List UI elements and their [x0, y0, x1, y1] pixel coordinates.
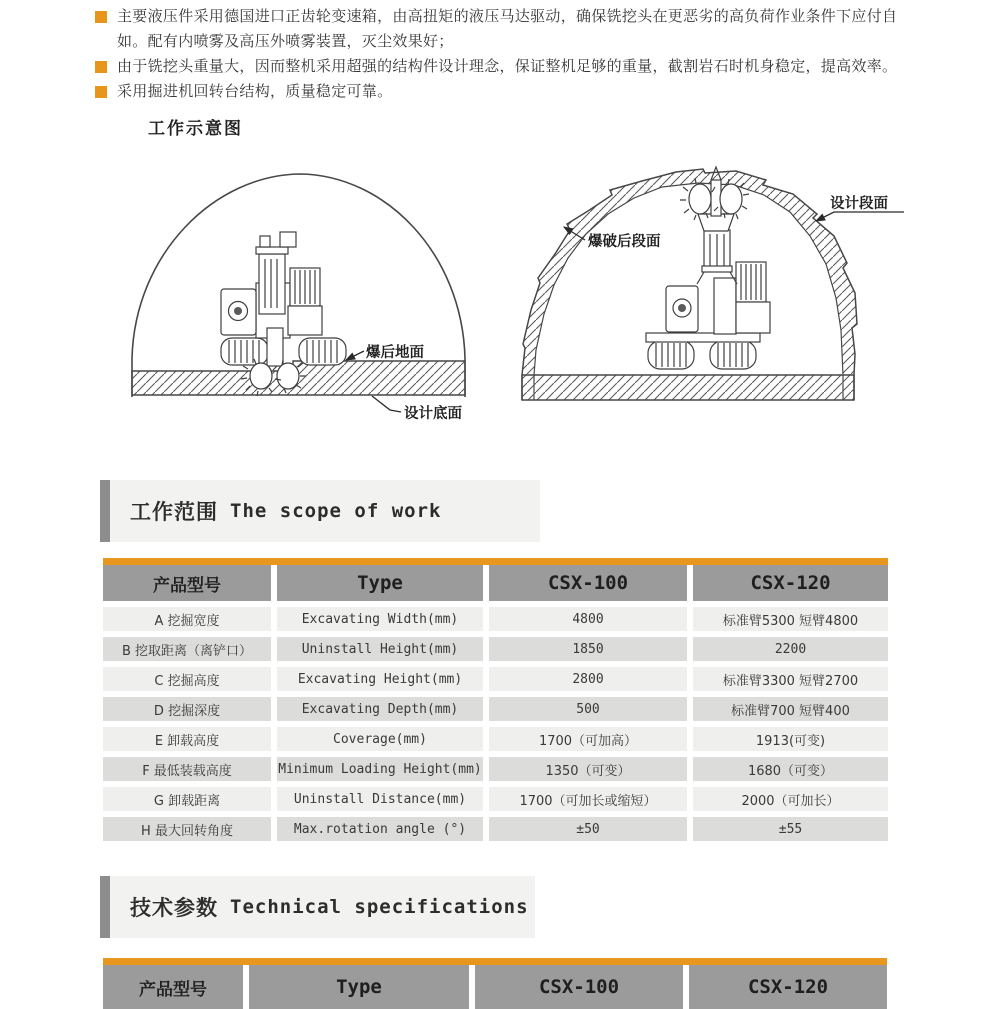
feature-bullet	[95, 54, 907, 79]
tech-table	[103, 958, 887, 1009]
bullet-text: 主要液压件采用德国进口正齿轮变速箱，由高扭矩的液压马达驱动，确保铣挖头在更恶劣的高负荷作业条件下应付自如。配有内喷雾及高压外喷雾装置，灭尘效果好；	[117, 7, 898, 50]
label-design-bottom: 设计底面	[404, 406, 462, 422]
cell: Excavating Depth(mm)	[277, 697, 483, 721]
diagram-section-title: 工作示意图	[148, 119, 243, 139]
feature-bullets	[95, 4, 907, 104]
cell: ±55	[693, 817, 888, 841]
scope-section-header	[100, 480, 540, 542]
header-cell: CSX-100	[489, 565, 687, 601]
section-title-zh: 工作范围	[130, 500, 218, 524]
cell: 1350（可变）	[489, 757, 687, 781]
cell: Uninstall Distance(mm)	[277, 787, 483, 811]
cell: 2800	[489, 667, 687, 691]
leader-line	[816, 212, 904, 221]
section-title-en: The scope of work	[230, 500, 442, 522]
cell: Excavating Height(mm)	[277, 667, 483, 691]
milling-excavator	[646, 167, 770, 369]
bullet-text: 采用掘进机回转台结构，质量稳定可靠。	[117, 82, 393, 100]
section-title-zh: 技术参数	[130, 896, 218, 920]
cell: 标准臂5300 短臂4800	[693, 607, 888, 631]
tech-table-grid	[103, 965, 887, 1009]
header-cell: Type	[249, 965, 469, 1009]
scope-table	[103, 558, 888, 841]
bullet-square-icon	[95, 61, 107, 73]
leader-line	[346, 351, 364, 360]
bullet-text: 由于铣挖头重量大，因而整机采用超强的结构件设计理念，保证整机足够的重量，截割岩石时机身稳定，提高效率。	[117, 57, 898, 75]
feature-bullet	[95, 79, 907, 104]
cell: A 挖掘宽度	[103, 607, 271, 631]
feature-bullet	[95, 4, 907, 54]
cell: 1850	[489, 637, 687, 661]
tunnel-diagram-right	[500, 158, 910, 430]
table-accent-bar	[103, 958, 887, 965]
cell: D 挖掘深度	[103, 697, 271, 721]
label-section-after-blast: 爆破后段面	[588, 234, 661, 250]
cell: H 最大回转角度	[103, 817, 271, 841]
cell: F 最低装载高度	[103, 757, 271, 781]
cell: 4800	[489, 607, 687, 631]
scope-table-grid	[103, 565, 888, 841]
header-cell: 产品型号	[103, 965, 243, 1009]
label-ground-after-blast: 爆后地面	[366, 345, 424, 361]
cell: G 卸载距离	[103, 787, 271, 811]
section-bar	[100, 876, 110, 938]
tech-section-header	[100, 876, 535, 938]
cell: 500	[489, 697, 687, 721]
ground-hatch	[522, 375, 854, 400]
header-cell: 产品型号	[103, 565, 271, 601]
header-cell: Type	[277, 565, 483, 601]
header-cell: CSX-100	[475, 965, 683, 1009]
leader-line	[372, 396, 401, 412]
cell: 标准臂700 短臂400	[693, 697, 888, 721]
tunnel-diagram-left	[110, 158, 500, 430]
cell: C 挖掘高度	[103, 667, 271, 691]
cell: 2200	[693, 637, 888, 661]
cell: ±50	[489, 817, 687, 841]
label-design-section: 设计段面	[830, 196, 888, 212]
section-title-en: Technical specifications	[230, 896, 529, 918]
cell: 2000（可加长）	[693, 787, 888, 811]
section-bar	[100, 480, 110, 542]
cell: B 挖取距离（离铲口）	[103, 637, 271, 661]
cell: 标准臂3300 短臂2700	[693, 667, 888, 691]
bullet-square-icon	[95, 11, 107, 23]
table-accent-bar	[103, 558, 888, 565]
cell: Excavating Width(mm)	[277, 607, 483, 631]
cell: 1913(可变)	[693, 727, 888, 751]
header-cell: CSX-120	[689, 965, 887, 1009]
header-cell: CSX-120	[693, 565, 888, 601]
cell: Coverage(mm)	[277, 727, 483, 751]
cell: 1700（可加高）	[489, 727, 687, 751]
cell: E 卸载高度	[103, 727, 271, 751]
cell: 1680（可变）	[693, 757, 888, 781]
cell: Minimum Loading Height(mm)	[277, 757, 483, 781]
cell: Max.rotation angle (°)	[277, 817, 483, 841]
cell: Uninstall Height(mm)	[277, 637, 483, 661]
bullet-square-icon	[95, 86, 107, 98]
cell: 1700（可加长或缩短）	[489, 787, 687, 811]
